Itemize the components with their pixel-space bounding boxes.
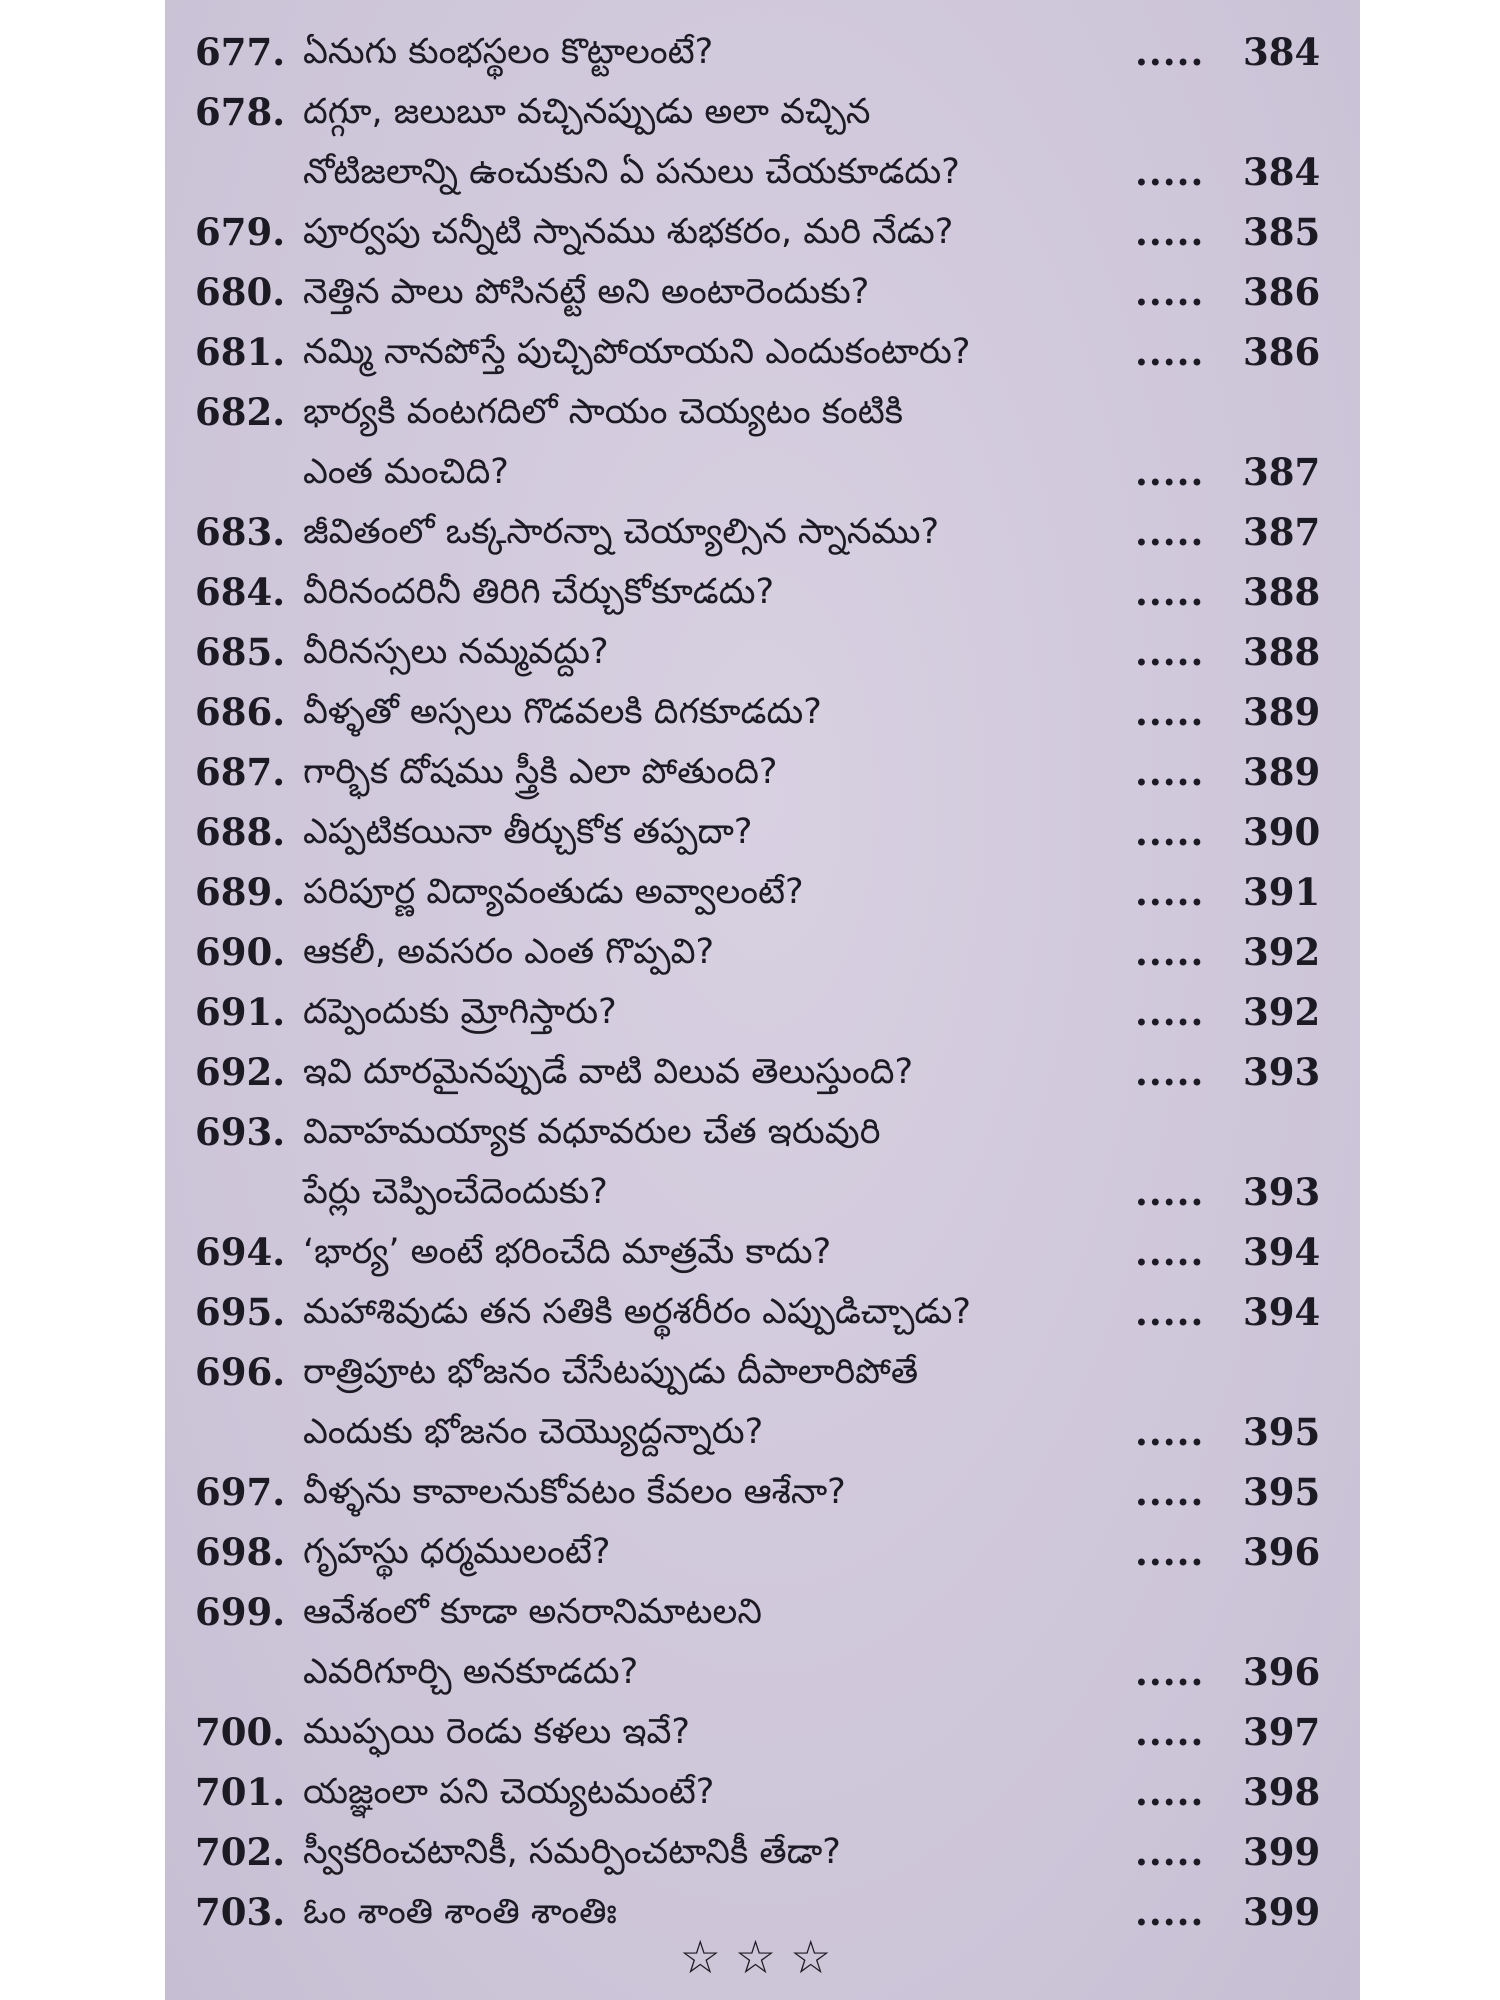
entry-title: నమ్మి నానపోస్తే పుచ్చిపోయాయని ఎందుకంటారు?: [303, 332, 971, 372]
entry-title: జీవితంలో ఒక్కసారన్నా చెయ్యాల్సిన స్నానము?: [303, 512, 940, 552]
page-number: 394: [1243, 1290, 1321, 1334]
toc-entry: [195, 682, 1345, 742]
entry-number: 683.: [195, 510, 286, 554]
toc-entry: [195, 202, 1345, 262]
entry-number: 677.: [195, 30, 286, 74]
toc-entry: [195, 862, 1345, 922]
entry-number: 700.: [195, 1710, 286, 1754]
toc-entry-line: [195, 1522, 1345, 1582]
leader-dots: .....: [1135, 750, 1205, 794]
page-number: 387: [1243, 510, 1321, 554]
page-number: 399: [1243, 1830, 1321, 1874]
toc-entry-line: [195, 82, 1345, 142]
toc-entry-line: [195, 382, 1345, 442]
page-number: 393: [1243, 1050, 1321, 1094]
page-number: 397: [1243, 1710, 1321, 1754]
page-number: 398: [1243, 1770, 1321, 1814]
entry-number: 685.: [195, 630, 286, 674]
leader-dots: .....: [1135, 1650, 1205, 1694]
entry-title: ఎంత మంచిది?: [303, 452, 509, 492]
entry-number: 696.: [195, 1350, 286, 1394]
entry-title: యజ్ఞంలా పని చెయ్యటమంటే?: [303, 1772, 715, 1812]
toc-entry: [195, 82, 1345, 202]
toc-entry: [195, 802, 1345, 862]
page-number: 399: [1243, 1890, 1321, 1934]
leader-dots: .....: [1135, 270, 1205, 314]
entry-title: పూర్వపు చన్నీటి స్నానము శుభకరం, మరి నేడు?: [303, 212, 954, 252]
entry-title: దప్పెందుకు మ్రోగిస్తారు?: [303, 992, 617, 1032]
leader-dots: .....: [1135, 510, 1205, 554]
toc-entry: [195, 742, 1345, 802]
toc-entry-line: [195, 1642, 1345, 1702]
entry-title: మహాశివుడు తన సతికి అర్థశరీరం ఎప్పుడిచ్చాడు?: [303, 1292, 971, 1332]
page-number: 390: [1243, 810, 1321, 854]
toc-entry-line: [195, 982, 1345, 1042]
entry-number: 693.: [195, 1110, 286, 1154]
entry-number: 692.: [195, 1050, 286, 1094]
entry-title: గార్భిక దోషము స్త్రీకి ఎలా పోతుంది?: [303, 752, 778, 792]
page-number: 389: [1243, 750, 1321, 794]
toc-entry-line: [195, 682, 1345, 742]
toc-entry-line: [195, 1042, 1345, 1102]
toc-entry: [195, 1582, 1345, 1702]
toc-entry-line: [195, 1402, 1345, 1462]
entry-title: ఎప్పటికయినా తీర్చుకోక తప్పదా?: [303, 812, 753, 852]
page-number: 395: [1243, 1410, 1321, 1454]
toc-entry: [195, 1042, 1345, 1102]
toc-entry-line: [195, 1582, 1345, 1642]
toc-entry-line: [195, 802, 1345, 862]
entry-title: నోటిజలాన్ని ఉంచుకుని ఏ పనులు చేయకూడదు?: [303, 152, 960, 192]
toc-entry: [195, 1102, 1345, 1222]
leader-dots: .....: [1135, 30, 1205, 74]
leader-dots: .....: [1135, 630, 1205, 674]
toc-entry-line: [195, 262, 1345, 322]
leader-dots: .....: [1135, 1290, 1205, 1334]
toc-entry-line: [195, 142, 1345, 202]
leader-dots: .....: [1135, 1830, 1205, 1874]
page-number: 388: [1243, 630, 1321, 674]
entry-title: గృహస్థు ధర్మములంటే?: [303, 1532, 611, 1572]
toc-entry: [195, 1342, 1345, 1462]
entry-title: ఆవేశంలో కూడా అనరానిమాటలని: [303, 1592, 762, 1632]
toc-entry-line: [195, 202, 1345, 262]
page-number: 386: [1243, 330, 1321, 374]
entry-title: ఎవరిగూర్చి అనకూడదు?: [303, 1652, 639, 1692]
toc-entry: [195, 1822, 1345, 1882]
toc-entry: [195, 1222, 1345, 1282]
entry-number: 690.: [195, 930, 286, 974]
page-number: 392: [1243, 990, 1321, 1034]
toc-entry: [195, 1762, 1345, 1822]
toc-entry: [195, 622, 1345, 682]
toc-entry-line: [195, 922, 1345, 982]
entry-title: పేర్లు చెప్పించేదెందుకు?: [303, 1172, 608, 1212]
leader-dots: .....: [1135, 870, 1205, 914]
leader-dots: .....: [1135, 1770, 1205, 1814]
entry-number: 678.: [195, 90, 286, 134]
entry-title: ‘భార్య’ అంటే భరించేది మాత్రమే కాదు?: [303, 1232, 832, 1272]
entry-number: 699.: [195, 1590, 286, 1634]
toc-entry-line: [195, 1282, 1345, 1342]
toc-entry-line: [195, 1462, 1345, 1522]
toc-entry-line: [195, 1162, 1345, 1222]
entry-title: పరిపూర్ణ విద్యావంతుడు అవ్వాలంటే?: [303, 872, 804, 912]
toc-entry: [195, 562, 1345, 622]
page-number: 391: [1243, 870, 1321, 914]
end-stars: ☆☆☆: [679, 1930, 846, 1984]
entry-title: ఇవి దూరమైనప్పుడే వాటి విలువ తెలుస్తుంది?: [303, 1052, 914, 1092]
page-number: 395: [1243, 1470, 1321, 1514]
entry-title: వీళ్ళతో అస్సలు గొడవలకి దిగకూడదు?: [303, 692, 822, 732]
entry-number: 680.: [195, 270, 286, 314]
toc-entry: [195, 1282, 1345, 1342]
entry-number: 684.: [195, 570, 286, 614]
toc-entry: [195, 262, 1345, 322]
toc-entry-line: [195, 562, 1345, 622]
leader-dots: .....: [1135, 1530, 1205, 1574]
entry-number: 702.: [195, 1830, 286, 1874]
leader-dots: .....: [1135, 1230, 1205, 1274]
toc-entry-line: [195, 862, 1345, 922]
toc-entry: [195, 982, 1345, 1042]
toc-entry-line: [195, 502, 1345, 562]
entry-title: నెత్తిన పాలు పోసినట్టే అని అంటారెందుకు?: [303, 272, 870, 312]
leader-dots: .....: [1135, 690, 1205, 734]
toc-entry-line: [195, 1762, 1345, 1822]
toc-entry-line: [195, 322, 1345, 382]
entry-title: ఎందుకు భోజనం చెయ్యొద్దన్నారు?: [303, 1412, 764, 1452]
toc-entry-line: [195, 622, 1345, 682]
book-page: [165, 0, 1360, 2000]
entry-number: 691.: [195, 990, 286, 1034]
page-number: 386: [1243, 270, 1321, 314]
toc-entry-line: [195, 742, 1345, 802]
toc-entry: [195, 322, 1345, 382]
entry-title: వీరినందరినీ తిరిగి చేర్చుకోకూడదు?: [303, 572, 775, 612]
toc-entry-line: [195, 1222, 1345, 1282]
entry-title: దగ్గూ, జలుబూ వచ్చినప్పుడు అలా వచ్చిన: [303, 92, 871, 132]
toc-entry: [195, 1462, 1345, 1522]
page-number: 396: [1243, 1530, 1321, 1574]
leader-dots: .....: [1135, 570, 1205, 614]
entry-number: 694.: [195, 1230, 286, 1274]
toc-entry: [195, 922, 1345, 982]
page-number: 384: [1243, 150, 1321, 194]
toc-entry-line: [195, 22, 1345, 82]
leader-dots: .....: [1135, 1050, 1205, 1094]
leader-dots: .....: [1135, 210, 1205, 254]
entry-number: 703.: [195, 1890, 286, 1934]
entry-number: 698.: [195, 1530, 286, 1574]
leader-dots: .....: [1135, 1410, 1205, 1454]
leader-dots: .....: [1135, 1170, 1205, 1214]
entry-number: 688.: [195, 810, 286, 854]
page-number: 385: [1243, 210, 1321, 254]
entry-number: 695.: [195, 1290, 286, 1334]
page-number: 394: [1243, 1230, 1321, 1274]
entry-number: 682.: [195, 390, 286, 434]
leader-dots: .....: [1135, 930, 1205, 974]
toc-entry-line: [195, 1342, 1345, 1402]
page-number: 387: [1243, 450, 1321, 494]
entry-title: స్వీకరించటానికీ, సమర్పించటానికీ తేడా?: [303, 1832, 841, 1872]
entry-number: 686.: [195, 690, 286, 734]
toc-entry: [195, 382, 1345, 502]
leader-dots: .....: [1135, 810, 1205, 854]
page-number: 396: [1243, 1650, 1321, 1694]
toc-entry-line: [195, 1702, 1345, 1762]
leader-dots: .....: [1135, 330, 1205, 374]
entry-title: వివాహమయ్యాక వధూవరుల చేత ఇరువురి: [303, 1112, 881, 1152]
entry-title: ఆకలీ, అవసరం ఎంత గొప్పవి?: [303, 932, 715, 972]
entry-title: వీళ్ళను కావాలనుకోవటం కేవలం ఆశేనా?: [303, 1472, 846, 1512]
page-number: 392: [1243, 930, 1321, 974]
page-number: 384: [1243, 30, 1321, 74]
entry-title: ఓం శాంతి శాంతి శాంతిః: [303, 1892, 617, 1932]
toc-entry-line: [195, 1102, 1345, 1162]
toc-entry: [195, 1702, 1345, 1762]
entry-number: 687.: [195, 750, 286, 794]
entry-number: 701.: [195, 1770, 286, 1814]
leader-dots: .....: [1135, 1470, 1205, 1514]
leader-dots: .....: [1135, 1890, 1205, 1934]
leader-dots: .....: [1135, 990, 1205, 1034]
page-number: 389: [1243, 690, 1321, 734]
toc-entry: [195, 1522, 1345, 1582]
entry-title: రాత్రిపూట భోజనం చేసేటప్పుడు దీపాలారిపోతే: [303, 1352, 919, 1392]
toc-entry: [195, 502, 1345, 562]
page-number: 393: [1243, 1170, 1321, 1214]
entry-number: 679.: [195, 210, 286, 254]
entry-number: 681.: [195, 330, 286, 374]
entry-number: 697.: [195, 1470, 286, 1514]
toc-entry-line: [195, 1822, 1345, 1882]
entry-title: ముప్ఫయి రెండు కళలు ఇవే?: [303, 1712, 690, 1752]
leader-dots: .....: [1135, 150, 1205, 194]
leader-dots: .....: [1135, 1710, 1205, 1754]
toc-entry-line: [195, 442, 1345, 502]
leader-dots: .....: [1135, 450, 1205, 494]
entry-number: 689.: [195, 870, 286, 914]
page-number: 388: [1243, 570, 1321, 614]
entry-title: భార్యకి వంటగదిలో సాయం చెయ్యటం కంటికి: [303, 392, 904, 432]
toc-entry: [195, 22, 1345, 82]
entry-title: ఏనుగు కుంభస్థలం కొట్టాలంటే?: [303, 32, 714, 72]
entry-title: వీరినస్సలు నమ్మవద్దు?: [303, 632, 609, 672]
